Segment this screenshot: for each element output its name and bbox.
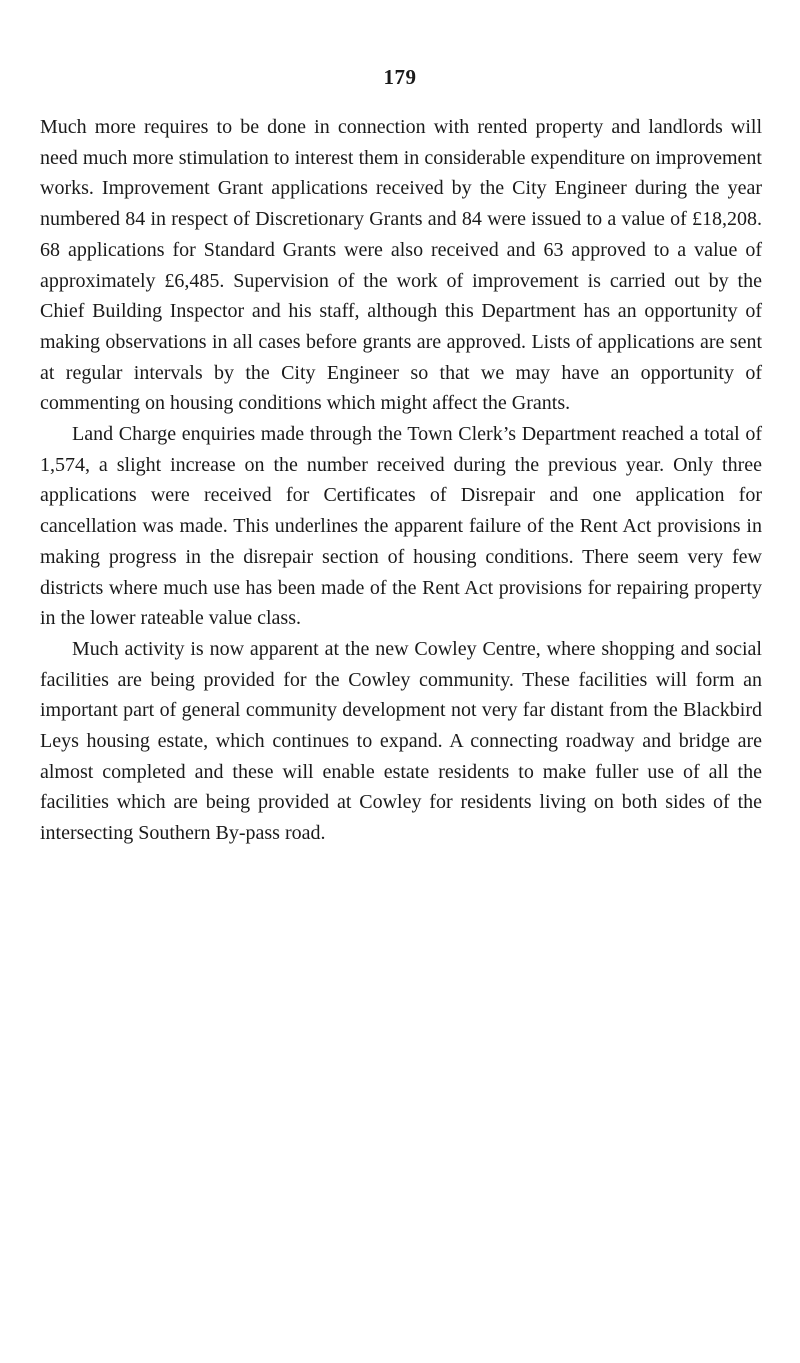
paragraph-improvement-grants: Much more requires to be done in connection with rented property and landlords will need much more stimulation to interest them in considerable expenditure on improvement works. Improvement Grant applications received by the City Engineer during the year numbered 84 in respect of Discretionary Grants and 84 were issued to a value of £18,208. 68 applications for Standard Grants were also received and 63 approved to a value of approximately £6,485. Supervision of the work of improvement is carried out by the Chief Building Inspector and his staff, although this Department has an opportunity of making observations in all cases before grants are approved. Lists of applications are sent at regular intervals by the City Engineer so that we may have an opportunity of commenting on housing conditions which might affect the Grants. [40, 116, 762, 415]
paragraph-land-charge-enquiries: Land Charge enquiries made through the Town Clerk’s Department reached a total of 1,574, a slight increase on the number received during the previous year. Only three applications were received for Certificates of Disrepair and one application for cancellation was made. This underlines the apparent failure of the Rent Act provisions in making progress in the disrepair section of housing conditions. There seem very few districts where much use has been made of the Rent Act provisions for repairing property in the lower rateable value class. [40, 423, 762, 630]
body-text [40, 112, 762, 849]
page-number: 179 [383, 65, 417, 89]
paragraph-cowley-centre: Much activity is now apparent at the new Cowley Centre, where shopping and social facilities are being provided for the Cowley community. These facilities will form an important part of general community development not very far distant from the Blackbird Leys housing estate, which continues to expand. A connecting roadway and bridge are almost completed and these will enable estate residents to make fuller use of all the facilities which are being provided at Cowley for residents living on both sides of the intersecting Southern By-pass road. [40, 637, 762, 845]
